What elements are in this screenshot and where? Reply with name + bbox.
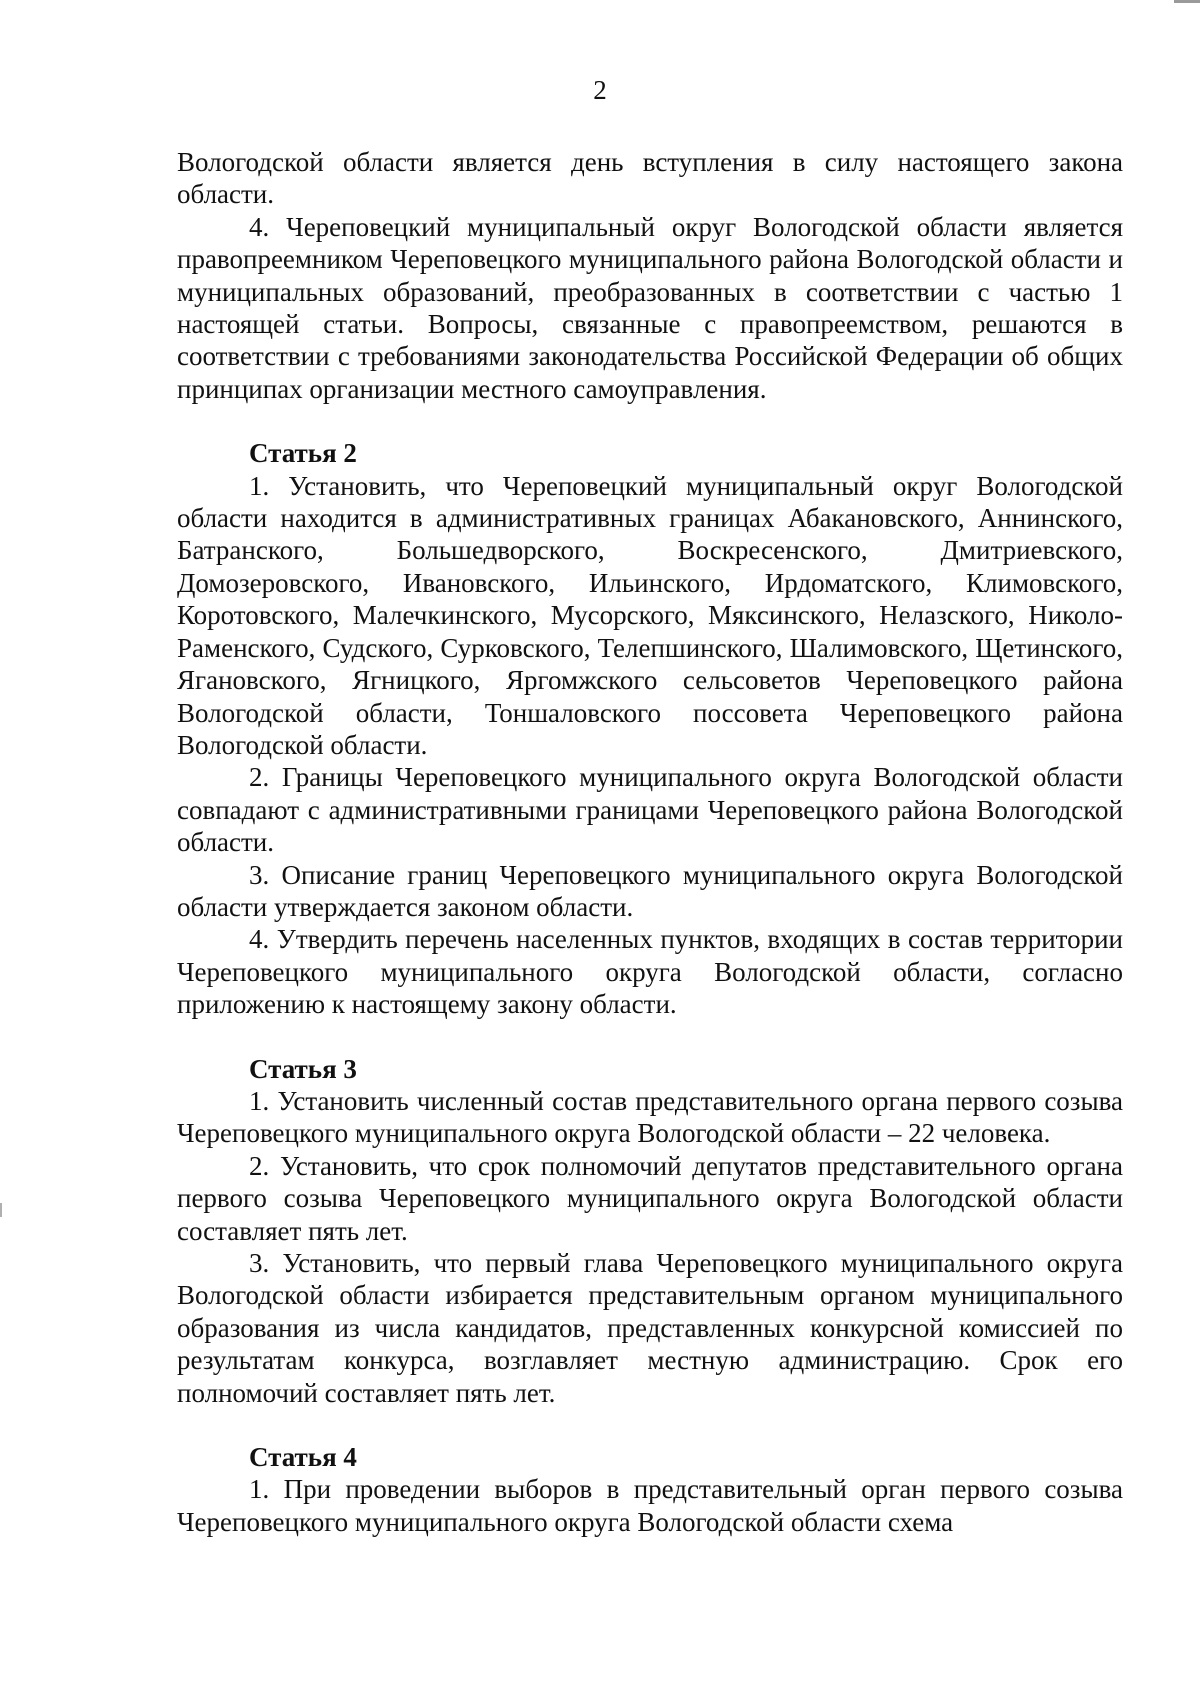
article-2-heading: Статья 2 (249, 438, 357, 469)
scan-edge-mark-left (0, 1203, 2, 1217)
scan-edge-mark (1174, 0, 1200, 3)
document-body (177, 146, 1123, 1538)
article-4-item-1: 1. При проведении выборов в представительный орган первого созыва Череповецкого муниципального округа Вологодской области схема (177, 1474, 1123, 1537)
section-gap (177, 1021, 1123, 1053)
paragraph-item-4: 4. Череповецкий муниципальный округ Вологодской области является правопреемником Череповецкого муниципального района Вологодской области и муниципальных образований, преобразованных в соответствии с частью 1 настоящей статьи. Вопросы, связанные с правопреемством, решаются в соответствии с требованиями законодательства Российской Федерации об общих принципах организации местного самоуправления. (177, 211, 1123, 404)
article-2-item-1: 1. Установить, что Череповецкий муниципальный округ Вологодской области находится в административных границах Абакановского, Аннинского, Батранского, Большедворского, Воскресенского, Дмитриевского, Домозеровского, Ивановского, Ильинского, Ирдоматского, Климовского, Коротовского, Малечкинского, Мусорского, Мяксинского, Нелазского, Николо-Раменского, Судского, Сурковского, Телепшинского, Шалимовского, Щетинского, Ягановского, Ягницкого, Яргомжского сельсоветов Череповецкого района Вологодской области, Тоншаловского поссовета Череповецкого района Вологодской области. (177, 470, 1123, 760)
article-3-item-2: 2. Установить, что срок полномочий депутатов представительного органа первого созыва Череповецкого муниципального округа Вологодской области составляет пять лет. (177, 1150, 1123, 1246)
article-3-item-1: 1. Установить численный состав представительного органа первого созыва Череповецкого муниципального округа Вологодской области – 22 человека. (177, 1085, 1123, 1149)
section-gap (177, 1409, 1123, 1441)
article-2-item-4: 4. Утвердить перечень населенных пунктов, входящих в состав территории Череповецкого муниципального округа Вологодской области, согласно приложению к настоящему закону области. (177, 924, 1123, 1020)
article-4-heading: Статья 4 (249, 1442, 357, 1473)
article-2-item-3: 3. Описание границ Череповецкого муниципального округа Вологодской области утверждается законом области. (177, 859, 1123, 922)
article-3-item-3: 3. Установить, что первый глава Череповецкого муниципального округа Вологодской области избирается представительным органом муниципального образования из числа кандидатов, представленных конкурсной комиссией по результатам конкурса, возглавляет местную администрацию. Срок его полномочий составляет пять лет. (177, 1248, 1123, 1408)
article-3-heading: Статья 3 (249, 1053, 357, 1084)
article-2-item-2: 2. Границы Череповецкого муниципального округа Вологодской области совпадают с административными границами Череповецкого района Вологодской области. (177, 762, 1123, 858)
page-number: 2 (593, 75, 607, 105)
section-gap (177, 405, 1123, 437)
paragraph-continuation: Вологодской области является день вступления в силу настоящего закона области. (177, 147, 1123, 210)
